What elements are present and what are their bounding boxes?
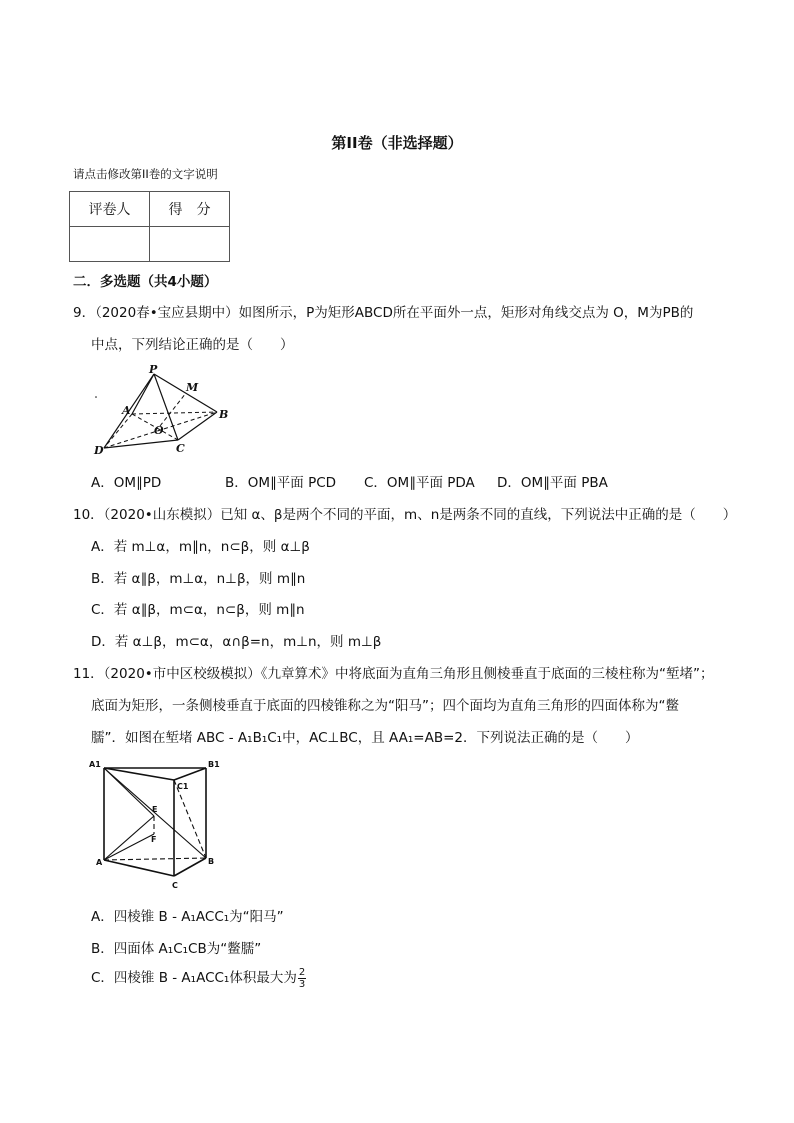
q11-label-c1: C1 bbox=[177, 782, 189, 791]
q11-label-e: E bbox=[152, 805, 158, 814]
q11-option-a[interactable]: A．四棱锥 B - A₁ACC₁为“阳马” bbox=[91, 909, 284, 925]
q11-label-b: B bbox=[208, 857, 215, 866]
q11-option-c-fraction: $\frac{2}{3}$ bbox=[298, 966, 306, 990]
q9-option-b[interactable]: B．OM∥平面 PCD bbox=[225, 475, 337, 491]
q10-option-c[interactable]: C．若 α∥β，m⊂α，n⊂β，则 m∥n bbox=[91, 602, 305, 618]
q11-label-a1: A1 bbox=[89, 760, 101, 769]
q11-option-c-text: C．四棱锥 B - A₁ACC₁体积最大为 bbox=[91, 970, 297, 986]
q11-option-c[interactable] bbox=[91, 966, 306, 990]
q9-pyramid-figure bbox=[88, 362, 248, 460]
q11-label-a: A bbox=[96, 858, 103, 867]
q11-prism-figure bbox=[86, 758, 236, 894]
q9-option-a[interactable]: A．OM∥PD bbox=[91, 475, 162, 491]
q10-option-b[interactable]: B．若 α∥β，m⊥α，n⊥β，则 m∥n bbox=[91, 571, 306, 587]
score-table-header-grader: 评卷人 bbox=[70, 192, 150, 227]
q9-option-c[interactable]: C．OM∥平面 PDA bbox=[364, 475, 475, 491]
page-title: 第II卷（非选择题） bbox=[331, 134, 463, 152]
q11-label-f: F bbox=[151, 835, 157, 844]
q10-option-a[interactable]: A．若 m⊥α，m∥n，n⊂β，则 α⊥β bbox=[91, 539, 310, 555]
q9-label-p: P bbox=[149, 363, 158, 376]
q9-label-c: C bbox=[176, 442, 185, 455]
q11-stem-line3: 臑”．如图在堑堵 ABC - A₁B₁C₁中，AC⊥BC，且 AA₁=AB=2．下列说法正确的是（ ） bbox=[91, 730, 639, 746]
q9-stem-line1: 9．（2020春•宝应县期中）如图所示，P为矩形ABCD所在平面外一点，矩形对角线交点为 O，M为PB的 bbox=[73, 305, 694, 321]
q9-label-a: A bbox=[122, 404, 131, 417]
section-note[interactable]: 请点击修改第II卷的文字说明 bbox=[73, 167, 218, 181]
q9-label-b: B bbox=[219, 408, 229, 421]
grader-cell[interactable] bbox=[70, 227, 150, 262]
score-cell[interactable] bbox=[150, 227, 230, 262]
q10-option-d[interactable]: D．若 α⊥β，m⊂α，α∩β=n，m⊥n，则 m⊥β bbox=[91, 634, 382, 650]
q9-label-d: D bbox=[94, 444, 104, 457]
q9-label-m: M bbox=[186, 381, 199, 394]
q9-label-o: O bbox=[154, 424, 164, 437]
q11-label-b1: B1 bbox=[208, 760, 220, 769]
q10-stem: 10．（2020•山东模拟）已知 α、β是两个不同的平面，m、n是两条不同的直线，下列说法中正确的是（ ） bbox=[73, 507, 737, 523]
q9-option-d[interactable]: D．OM∥平面 PBA bbox=[497, 475, 608, 491]
q11-option-b[interactable]: B．四面体 A₁C₁CB为“鳖臑” bbox=[91, 941, 262, 957]
section-heading: 二．多选题（共4小题） bbox=[73, 274, 218, 290]
score-table bbox=[69, 191, 230, 262]
q11-stem-line2: 底面为矩形，一条侧棱垂直于底面的四棱锥称之为“阳马”；四个面均为直角三角形的四面体称为“鳖 bbox=[91, 698, 679, 714]
q11-stem-line1: 11．（2020•市中区校级模拟）《九章算术》中将底面为直角三角形且侧棱垂直于底面的三棱柱称为“堑堵”； bbox=[73, 666, 714, 682]
score-table-header-score: 得 分 bbox=[150, 192, 230, 227]
q9-stem-line2: 中点，下列结论正确的是（ ） bbox=[91, 337, 294, 353]
q11-label-c: C bbox=[172, 881, 178, 890]
